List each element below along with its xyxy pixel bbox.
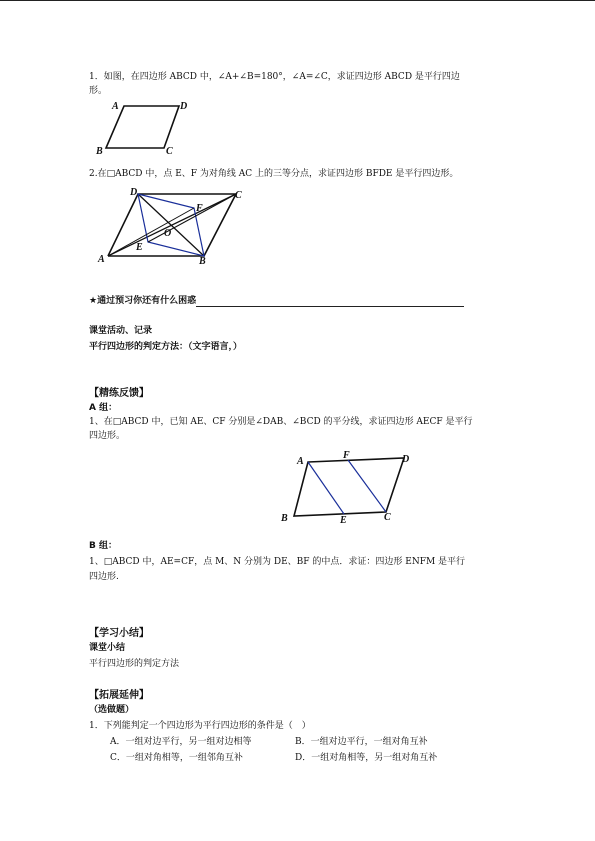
a-label-c: C — [384, 512, 391, 523]
q1-label-c: C — [166, 146, 173, 157]
option-c[interactable]: C．一组对角相等，一组邻角互补 — [110, 753, 243, 763]
q2-label-f: F — [196, 203, 203, 214]
q1-text-line2: 形。 — [89, 86, 108, 96]
q2-label-d: D — [130, 187, 138, 198]
option-d[interactable]: D．一组对角相等，另一组对角互补 — [295, 753, 438, 763]
q2-diagonal-ac — [108, 194, 236, 256]
a-label-a: A — [297, 456, 304, 467]
a-q1-line2: 四边形。 — [89, 431, 126, 441]
feedback-heading: 【精练反馈】 — [89, 388, 149, 399]
extension-q1: 1．下列能判定一个四边形为平行四边形的条件是（ ） — [89, 721, 311, 731]
q2-line-af — [108, 208, 194, 256]
q2-label-e: E — [136, 242, 143, 253]
extension-heading: 【拓展延伸】 — [89, 690, 149, 701]
q1-label-d: D — [180, 101, 188, 112]
option-a[interactable]: A．一组对边平行，另一组对边相等 — [110, 737, 252, 747]
a-label-f: F — [343, 450, 350, 461]
a-line-ae — [308, 462, 344, 514]
a-label-d: D — [402, 454, 410, 465]
q2-label-a: A — [98, 254, 105, 265]
q2-label-b: B — [199, 256, 206, 267]
q1-figure — [92, 98, 192, 158]
q2-figure — [96, 186, 252, 268]
q1-label-b: B — [96, 146, 103, 157]
preview-question-prompt — [89, 296, 464, 307]
b-q1-line1: 1、□ABCD 中，AE=CF，点 M、N 分别为 DE、BF 的中点．求证：四边形 ENFM 是平行 — [89, 557, 466, 567]
a-label-b: B — [281, 513, 288, 524]
q2-diagonal-bd — [138, 194, 204, 256]
judgment-methods-prompt: 平行四边形的判定方法：（文字语言，） — [89, 342, 243, 352]
answer-blank-line[interactable] — [196, 297, 464, 307]
q1-label-a: A — [112, 101, 119, 112]
group-b-label: B 组： — [89, 541, 117, 551]
q2-label-c: C — [235, 190, 242, 201]
a-label-e: E — [340, 515, 347, 526]
q2-text: 2.在□ABCD 中，点 E、F 为对角线 AC 上的三等分点，求证四边形 BFDE 是平行四边形。 — [89, 169, 459, 179]
group-a-figure — [278, 446, 418, 526]
q1-text-line1: 1．如图，在四边形 ABCD 中，∠A+∠B=180°，∠A=∠C，求证四边形 ABCD 是平行四边 — [89, 72, 460, 82]
option-b[interactable]: B．一组对边平行，一组对角互补 — [295, 737, 428, 747]
a-parallelogram — [294, 458, 404, 516]
top-rule — [0, 0, 595, 1]
extension-sub: （选做题） — [89, 705, 135, 715]
a-line-cf — [348, 460, 386, 512]
b-q1-line2: 四边形. — [89, 572, 119, 582]
summary-sub: 课堂小结 — [89, 643, 126, 653]
q2-label-o: O — [164, 228, 172, 239]
q1-parallelogram — [106, 106, 179, 148]
summary-text: 平行四边形的判定方法 — [89, 659, 180, 669]
group-a-label: A 组： — [89, 403, 118, 413]
preview-question-text: ★通过预习你还有什么困惑 — [89, 296, 197, 306]
summary-heading: 【学习小结】 — [89, 628, 149, 639]
a-q1-line1: 1、在□ABCD 中，已知 AE、CF 分别是∠DAB、∠BCD 的平分线，求证四边形 AECF 是平行 — [89, 417, 473, 427]
class-activity-heading: 课堂活动、记录 — [89, 326, 153, 336]
